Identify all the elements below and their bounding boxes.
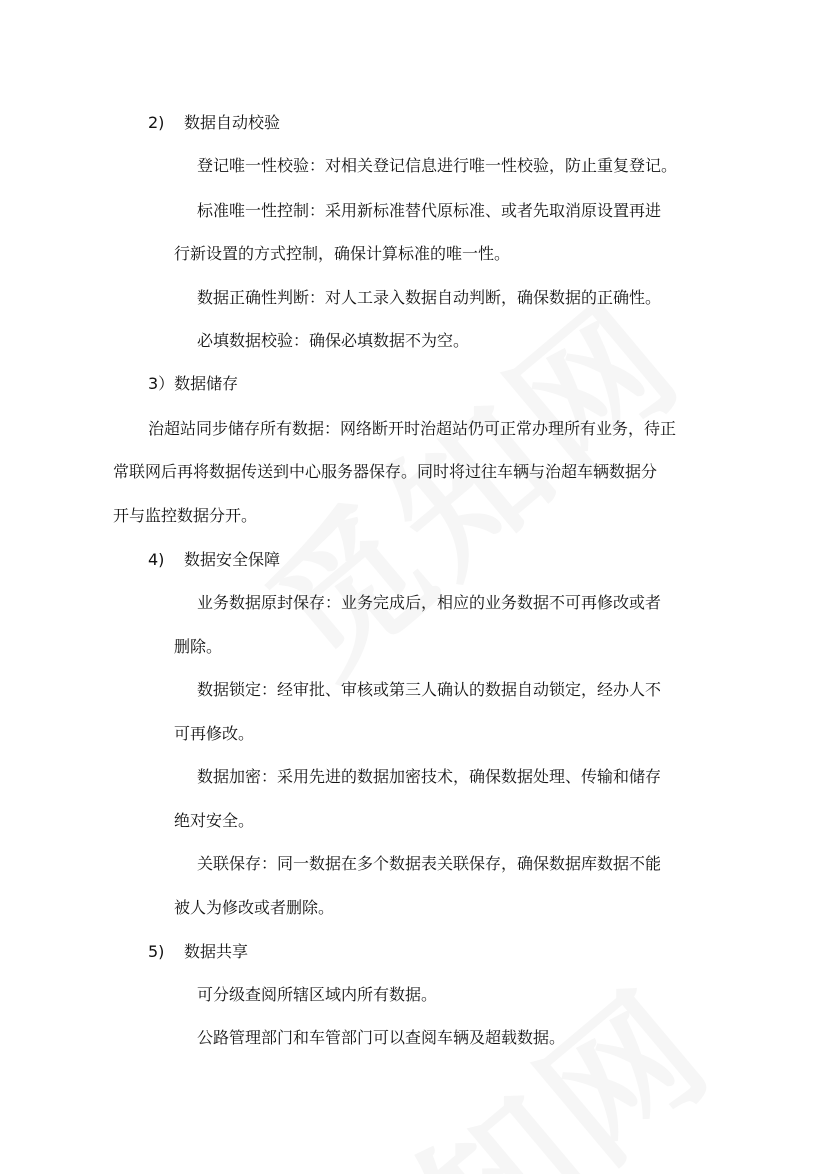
section-number: 4) [148,550,165,569]
paragraph-line: 绝对安全。 [174,811,255,830]
paragraph-line: 数据锁定：经审批、审核或第三人确认的数据自动锁定，经办人不 [197,680,662,699]
paragraph-line: 登记唯一性校验：对相关登记信息进行唯一性校验，防止重复登记。 [197,156,678,175]
paragraph-line: 可分级查阅所辖区域内所有数据。 [197,985,438,1004]
section-number: 5) [148,942,165,961]
section-heading: 数据自动校验 [184,113,281,132]
section-heading: 数据共享 [184,942,249,961]
paragraph-line: 开与监控数据分开。 [113,506,258,525]
paragraph-line: 常联网后再将数据传送到中心服务器保存。同时将过往车辆与治超车辆数据分 [113,462,658,481]
section-heading: 数据安全保障 [184,550,281,569]
paragraph-line: 数据加密：采用先进的数据加密技术，确保数据处理、传输和储存 [197,767,662,786]
paragraph-line: 治超站同步储存所有数据：网络断开时治超站仍可正常办理所有业务，待正 [148,419,677,438]
paragraph-line: 业务数据原封保存：业务完成后，相应的业务数据不可再修改或者 [197,593,662,612]
watermark-text [246,933,748,1174]
paragraph-line: 必填数据校验：确保必填数据不为空。 [197,331,470,350]
paragraph-line: 数据正确性判断：对人工录入数据自动判断，确保数据的正确性。 [197,288,662,307]
paragraph-line: 被人为修改或者删除。 [174,898,335,917]
paragraph-line: 可再修改。 [174,724,255,743]
section-number: 2) [148,113,165,132]
paragraph-line: 公路管理部门和车管部门可以查阅车辆及超载数据。 [197,1028,566,1047]
paragraph-line: 删除。 [174,637,223,656]
paragraph-line: 标准唯一性控制：采用新标准替代原标准、或者先取消原设置再进 [197,201,662,220]
section-heading: 3）数据储存 [148,374,239,393]
paragraph-line: 行新设置的方式控制，确保计算标准的唯一性。 [174,244,511,263]
paragraph-line: 关联保存：同一数据在多个数据表关联保存，确保数据库数据不能 [197,854,662,873]
